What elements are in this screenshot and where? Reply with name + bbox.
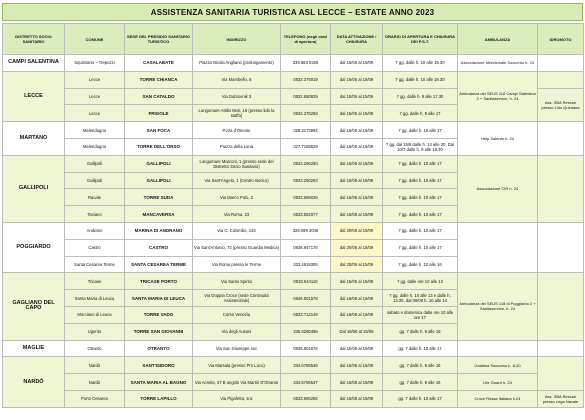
cell-ambulanza: Galatina Soccorso h. 8-20: [458, 357, 538, 374]
table-row: [3, 71, 584, 88]
cell-orario: 7 gg. dalle h. 10 alle 17: [383, 239, 458, 256]
cell-sede: GALLIPOLI: [125, 172, 193, 189]
header-data: DATA ATTIVAZIONE / CHIUSURA: [331, 24, 383, 55]
cell-orario: gg. 7 dalle h. 10 alle 17: [383, 390, 458, 407]
cell-comune: Gallipoli: [65, 172, 125, 189]
cell-comune: Lecce: [65, 88, 125, 105]
cell-comune: Morciano di Leuca: [65, 306, 125, 323]
cell-comune: Racale: [65, 189, 125, 206]
cell-data: dal 15/06 al 15/09: [331, 172, 383, 189]
cell-sede: FRIGOLE: [125, 105, 193, 122]
cell-orario: 7 gg. dalle h. 10 alle 13 e dalle h. 13.30, dal 09/08 h. 10 alle 14: [383, 290, 458, 307]
cell-data: dal 15/06 al 15/09: [331, 138, 383, 155]
cell-indirizzo: Via Doppia Croce (sede Continuità Assistenziale): [193, 290, 281, 307]
cell-telefono[interactable]: 0833.266250: [281, 155, 331, 172]
cell-telefono[interactable]: 0832.376268: [281, 105, 331, 122]
cell-idromoto: [538, 273, 584, 340]
cell-comune: Castro: [65, 239, 125, 256]
cell-indirizzo: Via Roma, 23: [193, 206, 281, 223]
cell-data: dal 15/06 al 15/09: [331, 374, 383, 391]
cell-indirizzo: Via Dubrovnik 3: [193, 88, 281, 105]
cell-indirizzo: Via C. Colombo, 143: [193, 222, 281, 239]
cell-orario: 7 gg. dalle ore 10 alle 13: [383, 273, 458, 290]
cell-comune: Nardò: [65, 374, 125, 391]
cell-sede: SANTA MARIA DI LEUCA: [125, 290, 193, 307]
cell-telefono[interactable]: 0832.376019: [281, 71, 331, 88]
cell-ambulanza: Help Salento h. 24: [458, 122, 538, 156]
cell-comune: Andrano: [65, 222, 125, 239]
cell-telefono[interactable]: 0832.650829: [281, 88, 331, 105]
cell-telefono[interactable]: 334.6786537: [281, 374, 331, 391]
cell-orario: gg. 7 dalle h. 9 alle 16: [383, 357, 458, 374]
table-row: [3, 222, 584, 239]
cell-telefono[interactable]: 0836.947176: [281, 239, 331, 256]
cell-sede: SANTA CESAREA TERME: [125, 256, 193, 273]
cell-data: dal 15/06 al 15/09: [331, 357, 383, 374]
district-name: MAGLIE: [3, 340, 65, 357]
cell-orario: 7 gg. dalle h. 10 alle 15.30: [383, 55, 458, 72]
header-ambulanza: AMBULANZA: [458, 24, 538, 55]
cell-telefono[interactable]: 335.8290498: [281, 323, 331, 340]
table-header-row: [3, 24, 584, 55]
cell-indirizzo: Via Sant'Antonio, 72 (presso Guardia Medica): [193, 239, 281, 256]
cell-sede: TORRE SAN GIOVANNI: [125, 323, 193, 340]
cell-indirizzo: Via Mambello, 8: [193, 71, 281, 88]
cell-sede: SAN CATALDO: [125, 88, 193, 105]
cell-idromoto: [538, 71, 584, 88]
cell-ambulanza: Associazione CIR h. 24: [458, 155, 538, 222]
cell-idromoto: [538, 357, 584, 391]
cell-orario: gg. 7 dalle h. 10 alle 17: [383, 340, 458, 357]
table-row: [3, 155, 584, 172]
cell-orario: 7 gg. dalle h. 10 alle 17: [383, 172, 458, 189]
cell-sede: TORRE SUDA: [125, 189, 193, 206]
cell-idromoto: [538, 155, 584, 222]
cell-ambulanza: [458, 222, 538, 272]
district-name: GALLIPOLI: [3, 155, 65, 222]
page-title: ASSISTENZA SANITARIA TURISTICA ASL LECCE – ESTATE ANNO 2023: [2, 3, 583, 21]
district-name: GAGLIANO DEL CAPO: [3, 273, 65, 340]
cell-orario: 7 gg. dalle h. 10 alle 17: [383, 189, 458, 206]
cell-data: dal 20/06 al 15/09: [331, 256, 383, 273]
cell-orario: gg. 7 dalle h. 9 alle 16: [383, 374, 458, 391]
cell-sede: CASALABATE: [125, 55, 193, 72]
cell-comune: Taviano: [65, 206, 125, 223]
district-name: NARDÒ: [3, 357, 65, 407]
cell-sede: TRICASE PORTO: [125, 273, 193, 290]
cell-data: dal 15/06 al 15/09: [331, 206, 383, 223]
cell-orario: sabato e domenica dalle ore 10 alle ore 17: [383, 306, 458, 323]
cell-sede: SANTA MARIA AL BAGNO: [125, 374, 193, 391]
cell-ambulanza: [458, 340, 538, 357]
cell-ambulanza: Ambulanza del SEUS 118 Campi Salentina 2 + Sanitaservice, h. 24: [458, 71, 538, 121]
cell-indirizzo: Piazza Nicola Angliano (prolungamento): [193, 55, 281, 72]
cell-indirizzo: Piazza della Luna: [193, 138, 281, 155]
cell-sede: CASTRO: [125, 239, 193, 256]
cell-telefono[interactable]: 327.7189629: [281, 138, 331, 155]
cell-orario: gg. 7 dalle h. 9 alle 19: [383, 323, 458, 340]
presidi-table: [2, 23, 584, 408]
cell-telefono[interactable]: 0833.565286: [281, 390, 331, 407]
table-row: [3, 390, 584, 407]
cell-data: Dal 19/06 al 15/09: [331, 323, 383, 340]
cell-sede: SAN FOCA: [125, 122, 193, 139]
district-name: POGGIARDO: [3, 222, 65, 272]
cell-telefono[interactable]: 328.099 2046: [281, 222, 331, 239]
cell-comune: Santa Maria di Leuca: [65, 290, 125, 307]
cell-ambulanza: Life Guard h. 24: [458, 374, 538, 391]
cell-orario: 7 gg. dalle h. 10 alle 17: [383, 206, 458, 223]
cell-orario: 7 gg. dalle h. 10 alle 17: [383, 222, 458, 239]
cell-idromoto: [538, 222, 584, 272]
header-sede: SEDE DEL PRESIDIO SANITARIO TURISTICO: [125, 24, 193, 55]
cell-comune: Lecce: [65, 71, 125, 88]
cell-telefono[interactable]: 0833.544118: [281, 273, 331, 290]
cell-data: dal 15/06 al 15/09: [331, 306, 383, 323]
cell-orario: 7 gg. dal 15/6 dalle h. 14 alle 20. Dal 10/7 dalle h. 9 alle 19.30: [383, 138, 458, 155]
cell-telefono[interactable]: 0833.582077: [281, 206, 331, 223]
cell-data: dal 15/06 al 15/09: [331, 122, 383, 139]
cell-comune: Melendugno: [65, 138, 125, 155]
cell-indirizzo: Via Pigafetta, snc: [193, 390, 281, 407]
cell-data: dal 15/06 al 15/09: [331, 290, 383, 307]
header-idromoto: IDROMOTO: [538, 24, 584, 55]
cell-telefono[interactable]: 339.683 0326: [281, 55, 331, 72]
cell-telefono[interactable]: 0836.801676: [281, 340, 331, 357]
cell-indirizzo: Via degli Ausoni: [193, 323, 281, 340]
cell-indirizzo: Corso Venezia: [193, 306, 281, 323]
cell-telefono[interactable]: 0833.589026: [281, 189, 331, 206]
cell-ambulanza: Croce Rossa Italiana h.24: [458, 390, 538, 407]
cell-orario: 7 gg. dalle h. 10 alle 17: [383, 122, 458, 139]
table-body: [3, 55, 584, 408]
table-row: [3, 374, 584, 391]
cell-comune: Porto Cesareo: [65, 390, 125, 407]
cell-comune: Otranto: [65, 340, 125, 357]
cell-indirizzo: Lungomare Marconi, 1 (presso sede del Distretto Socio Sanitario): [193, 155, 281, 172]
cell-idromoto: Ass. SBA Rescue presso Lega Navale: [538, 390, 584, 407]
header-comune: COMUNE: [65, 24, 125, 55]
cell-sede: TORRE LAPILLO: [125, 390, 193, 407]
cell-orario: 7 gg. dalle h. 9 alle 17: [383, 105, 458, 122]
cell-telefono[interactable]: 0833.712149: [281, 306, 331, 323]
header-indirizzo: INDIRIZZO: [193, 24, 281, 55]
cell-indirizzo: P.zza d'Oriente: [193, 122, 281, 139]
cell-sede: GALLIPOLI: [125, 155, 193, 172]
cell-idromoto: [538, 340, 584, 357]
cell-orario: 7 gg. dalle h. 9 alle 17.30: [383, 88, 458, 105]
cell-idromoto: Ass. SBA Rescue presso Lido Quintana: [538, 88, 584, 122]
cell-orario: 7 gg. dalle h. 10 alle 18.30: [383, 71, 458, 88]
cell-data: dal 15/06 al 15/09: [331, 105, 383, 122]
table-row: [3, 122, 584, 139]
cell-idromoto: [538, 55, 584, 72]
cell-sede: TORRE DELL'ORSO: [125, 138, 193, 155]
cell-telefono[interactable]: 334.6786536: [281, 357, 331, 374]
cell-indirizzo: Via Acrelia, 47 B angolo Via Martiri D'Otranto: [193, 374, 281, 391]
cell-comune: Gallipoli: [65, 155, 125, 172]
cell-indirizzo: Via Marsala (presso Pro Loco): [193, 357, 281, 374]
cell-comune: Santa Cesarea Terme: [65, 256, 125, 273]
cell-telefono[interactable]: 0836.801676: [281, 290, 331, 307]
cell-indirizzo: Via Santo Spirito: [193, 273, 281, 290]
cell-indirizzo: Via Sant'Angelo, 1 (Centro storico): [193, 172, 281, 189]
cell-telefono[interactable]: 329.3173692: [281, 122, 331, 139]
cell-indirizzo: Lungomare Attilio Mori, 16 (presso lido la staffa): [193, 105, 281, 122]
cell-data: dal 15/06 al 15/09: [331, 88, 383, 105]
cell-idromoto: [538, 122, 584, 156]
cell-data: dal 15/06 al 15/09: [331, 390, 383, 407]
table-row: [3, 340, 584, 357]
cell-indirizzo: Via Roma presso le Terme: [193, 256, 281, 273]
cell-comune: Ugento: [65, 323, 125, 340]
cell-comune: Tricase: [65, 273, 125, 290]
district-name: CAMPI SALENTINA: [3, 55, 65, 72]
table-row: [3, 357, 584, 374]
cell-orario: 7 gg. dalle h. 10 alle 17: [383, 155, 458, 172]
cell-sede: TORRE CHIANCA: [125, 71, 193, 88]
cell-data: dal 15/06 al 15/09: [331, 55, 383, 72]
table-row: [3, 55, 584, 72]
cell-telefono[interactable]: 333.4919305: [281, 256, 331, 273]
cell-comune: Lecce: [65, 105, 125, 122]
cell-comune: Nardò: [65, 357, 125, 374]
cell-data: dal 15/06 al 15/09: [331, 189, 383, 206]
header-telefono: TELEFONO (negli orari di apertura): [281, 24, 331, 55]
cell-indirizzo: Via San Giuseppe snc: [193, 340, 281, 357]
cell-data: dal 15/06 al 15/09: [331, 155, 383, 172]
district-name: MARTANO: [3, 122, 65, 156]
header-distretto: DISTRETTO SOCIO SANITARIO: [3, 24, 65, 55]
cell-sede: OTRANTO: [125, 340, 193, 357]
cell-orario: 7 gg. dalle h. 10 alle 16: [383, 256, 458, 273]
cell-ambulanza: Associazione Meridionale Soccorso h. 24: [458, 55, 538, 72]
cell-data: dal 15/06 al 15/09: [331, 340, 383, 357]
district-name: LECCE: [3, 71, 65, 121]
cell-sede: MARINA DI ANDRANO: [125, 222, 193, 239]
cell-comune: Squinzano – Trepuzzi: [65, 55, 125, 72]
cell-data: dal 20/06 al 15/09: [331, 222, 383, 239]
cell-ambulanza: Ambulanza del SEUS 118 di Poggiardo 2 + Sanitaservice, h. 24: [458, 273, 538, 340]
cell-data: dal 15/06 al 15/09: [331, 273, 383, 290]
table-row: [3, 273, 584, 290]
cell-sede: TORRE VADO: [125, 306, 193, 323]
cell-telefono[interactable]: 0833.260263: [281, 172, 331, 189]
header-orario: ORARIO DI APERTURA E CHIUSURA DEI P.S.T.: [383, 24, 458, 55]
cell-sede: MANCAVERSA: [125, 206, 193, 223]
cell-sede: SANT'ISIDORO: [125, 357, 193, 374]
cell-data: dal 20/06 al 15/09: [331, 239, 383, 256]
cell-data: dal 15/06 al 15/09: [331, 71, 383, 88]
cell-indirizzo: Via Marco Polo, 2: [193, 189, 281, 206]
cell-comune: Melendugno: [65, 122, 125, 139]
